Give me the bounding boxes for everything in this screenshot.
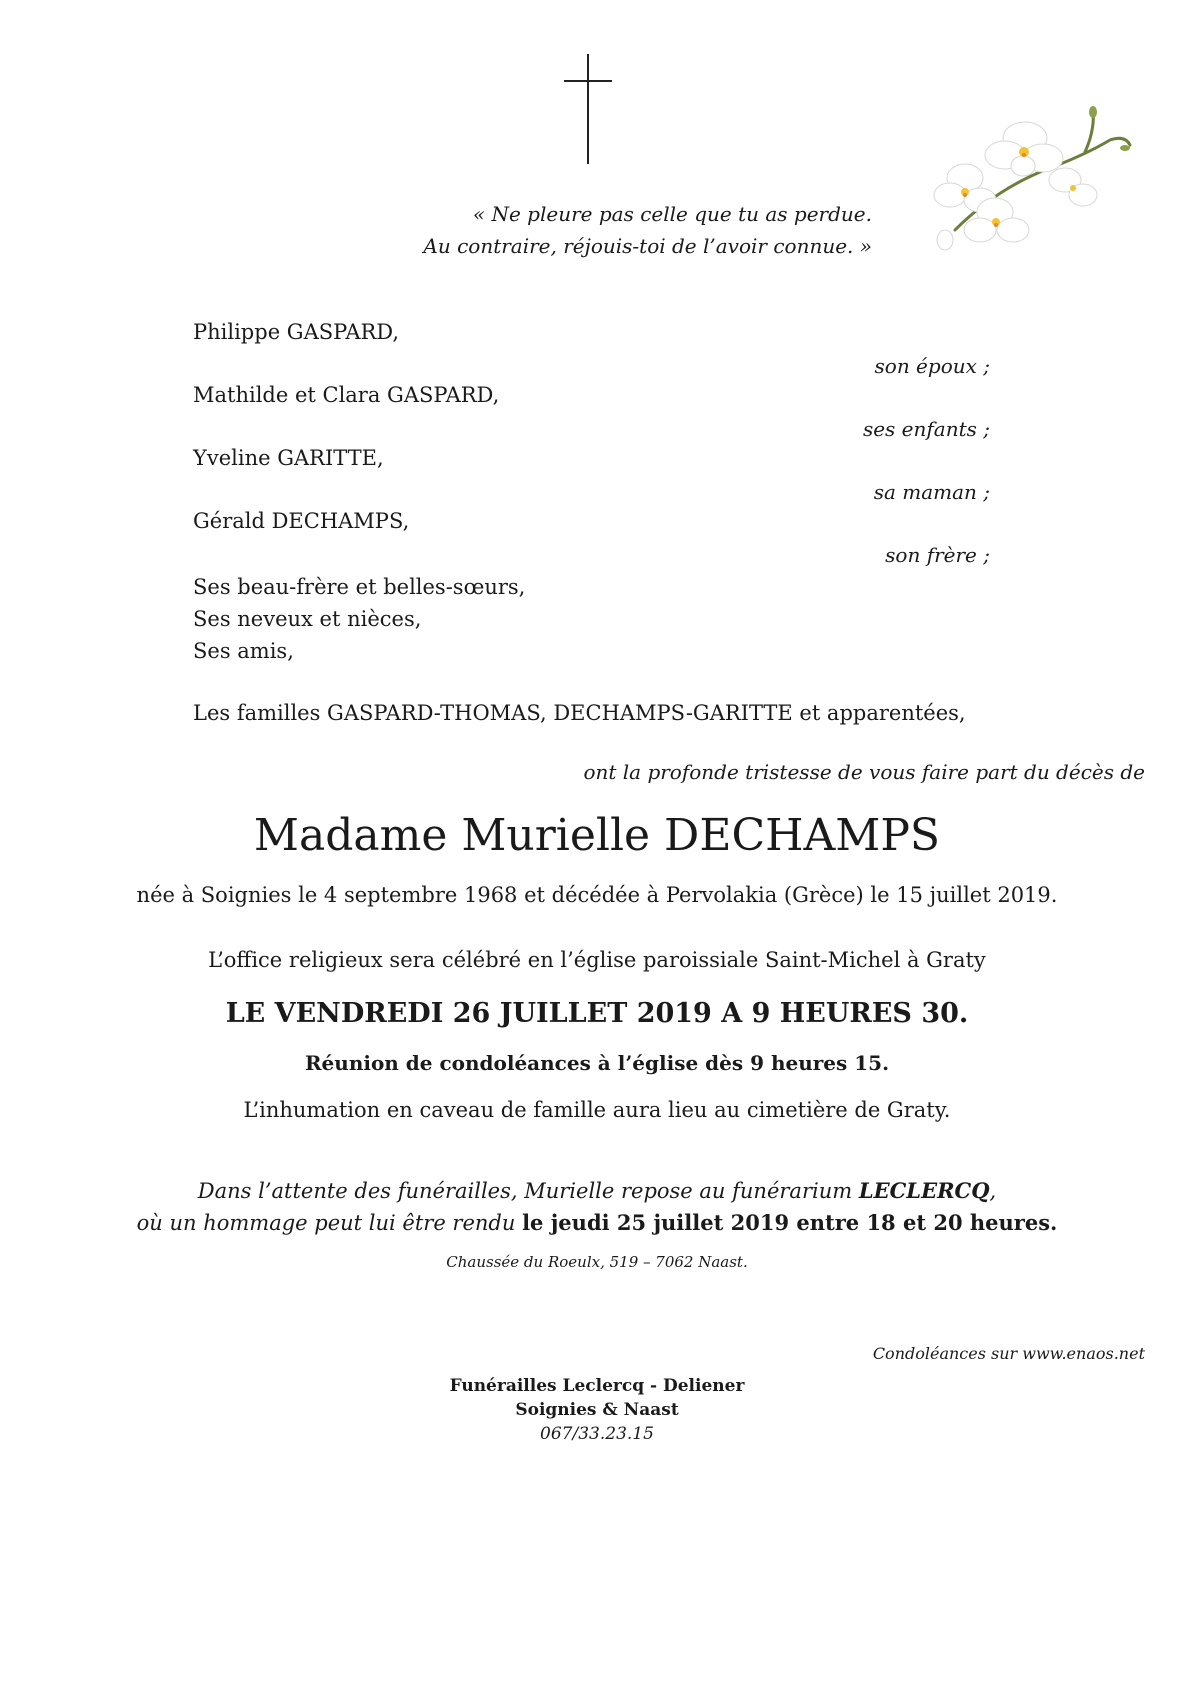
family-name: Yveline GARITTE, <box>193 446 384 470</box>
family-name: Gérald DECHAMPS, <box>193 509 410 533</box>
tribute-text: où un hommage peut lui être rendu <box>136 1211 523 1235</box>
funerarium-address: Chaussée du Roeulx, 519 – 7062 Naast. <box>446 1253 748 1271</box>
funerarium-text: Dans l’attente des funérailles, Murielle repose au funérarium <box>197 1179 859 1203</box>
announcement-line: ont la profonde tristesse de vous faire part du décès de <box>583 760 1145 784</box>
extended-family-line: Ses beau-frère et belles-sœurs, <box>193 575 526 599</box>
ceremony-date: LE VENDREDI 26 JUILLET 2019 A 9 HEURES 30. <box>225 998 969 1029</box>
religious-office-line: L’office religieux sera célébré en l’église paroissiale Saint-Michel à Graty <box>208 948 986 972</box>
tribute-date: le jeudi 25 juillet 2019 entre 18 et 20 heures. <box>522 1210 1058 1235</box>
extended-family-line: Ses neveux et nièces, <box>193 607 422 631</box>
funeral-home-block <box>0 1374 1194 1446</box>
orchid-flower-icon <box>925 100 1135 265</box>
epigraph-quote <box>420 198 872 262</box>
family-relation: sa maman ; <box>873 480 990 504</box>
funeral-home-name: Funérailles Leclercq - Deliener <box>449 1376 745 1396</box>
burial-line: L’inhumation en caveau de famille aura lieu au cimetière de Graty. <box>243 1098 951 1122</box>
family-relation: son frère ; <box>885 543 990 567</box>
funeral-home-phone: 067/33.23.15 <box>540 1424 654 1444</box>
family-name: Philippe GASPARD, <box>193 320 400 344</box>
birth-death-line: née à Soignies le 4 septembre 1968 et décédée à Pervolakia (Grèce) le 15 juillet 2019. <box>136 883 1058 907</box>
quote-line-2: Au contraire, réjouis-toi de l’avoir connue. » <box>423 234 872 258</box>
family-relation: son époux ; <box>874 354 990 378</box>
extended-family-line: Ses amis, <box>193 639 294 663</box>
funerarium-line-1 <box>0 1178 1194 1203</box>
cross-vertical-bar <box>587 54 589 164</box>
extended-family-list <box>193 571 525 667</box>
family-relation: ses enfants ; <box>862 417 990 441</box>
funerarium-name: LECLERCQ <box>858 1178 990 1203</box>
condolences-meeting: Réunion de condoléances à l’église dès 9 heures 15. <box>304 1051 890 1075</box>
deceased-name: Madame Murielle DECHAMPS <box>253 810 941 861</box>
funerarium-line-2 <box>0 1210 1194 1235</box>
funeral-home-location: Soignies & Naast <box>515 1400 679 1420</box>
families-line: Les familles GASPARD-THOMAS, DECHAMPS-GARITTE et apparentées, <box>193 701 966 725</box>
family-name: Mathilde et Clara GASPARD, <box>193 383 500 407</box>
online-condolences: Condoléances sur www.enaos.net <box>872 1344 1145 1363</box>
quote-line-1: « Ne pleure pas celle que tu as perdue. <box>472 202 872 226</box>
cross-horizontal-bar <box>564 80 612 82</box>
funerarium-comma: , <box>989 1179 997 1203</box>
